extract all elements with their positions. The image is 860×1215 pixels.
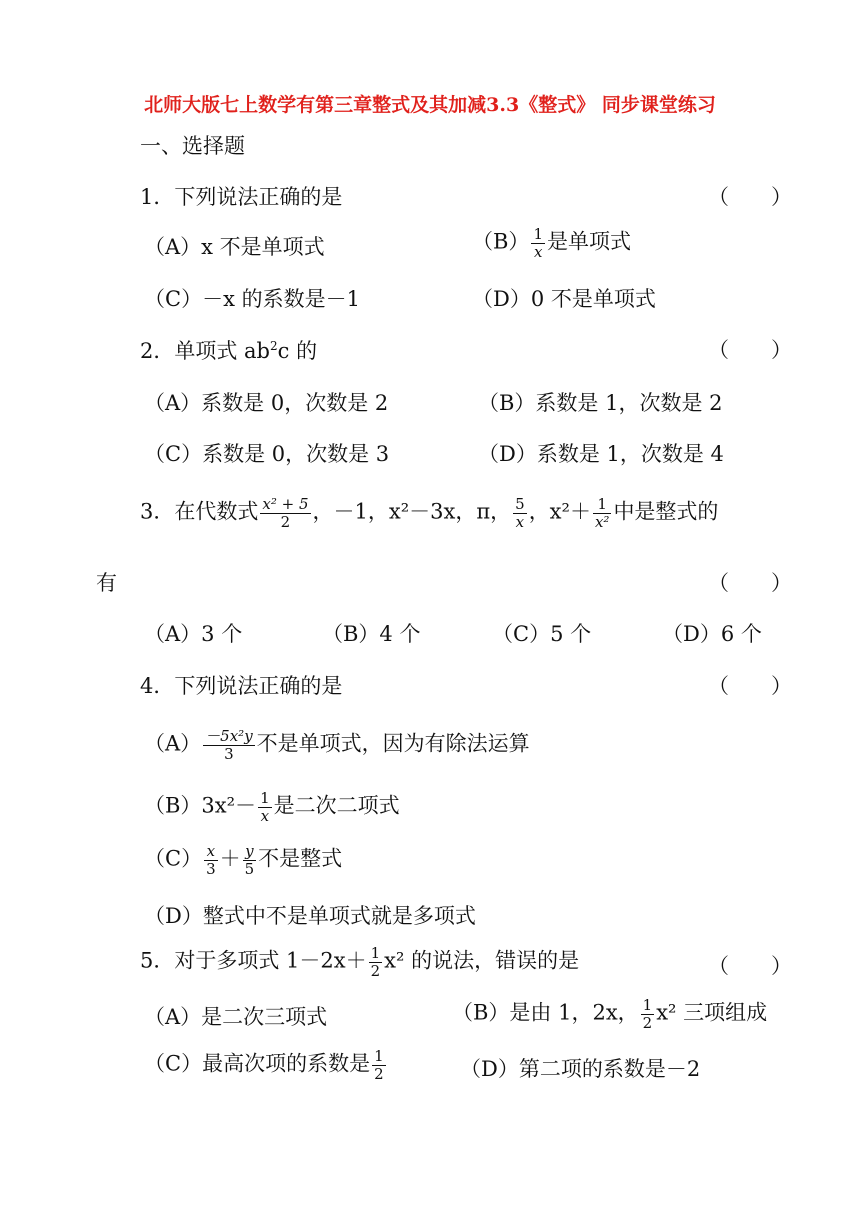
q3-stem: 3．在代数式 $\frac{\text{x² + 5}}{2}$ ，－1，x²－3x，π， $\frac{5}{x}$ ，x²＋ $\frac{1}{\text{x²}}$ 中是整式的 — [140, 495, 719, 531]
q1-stem: 1．下列说法正确的是 — [140, 185, 343, 209]
q3-option-d: （D）6 个 — [662, 622, 762, 646]
q1-option-a: （A）x 不是单项式 — [144, 235, 325, 259]
q5-stem: 5．对于多项式 1－2x＋ $\frac{1}{2}$ x² 的说法，错误的是 — [140, 944, 580, 980]
q3-fraction-1: $\frac{\text{x² + 5}}{2}$ — [262, 495, 309, 531]
q4-option-c-fraction-2: $\frac{y}{5}$ — [244, 842, 255, 878]
q1-option-b — [472, 226, 631, 260]
q1-option-c: （C）－x 的系数是－1 — [144, 287, 360, 311]
document-title: 北师大版七上数学有第三章整式及其加减3.3《整式》 同步课堂练习 — [144, 94, 716, 116]
q4-option-b: （B）3x²－ $\frac{1}{x}$ 是二次二项式 — [144, 789, 400, 825]
q3-answer-paren: （ ） — [708, 571, 792, 595]
q5-stem-fraction: $\frac{1}{2}$ — [370, 944, 381, 980]
q2-answer-paren: （ ） — [708, 338, 792, 362]
q3-option-c: （C）5 个 — [492, 622, 592, 646]
q4-option-c: （C） $\frac{x}{3}$ ＋ $\frac{y}{5}$ 不是整式 — [144, 842, 343, 878]
q3-fraction-3: $\frac{1}{\text{x²}}$ — [594, 495, 610, 531]
section-heading: 一、选择题 — [140, 134, 245, 158]
q2-option-c: （C）系数是 0，次数是 3 — [144, 442, 390, 466]
q2-stem: 2．单项式 $ab^2c$ 的 — [140, 339, 318, 363]
q2-option-b: （B）系数是 1，次数是 2 — [478, 391, 723, 415]
q4-option-c-fraction-1: $\frac{x}{3}$ — [206, 842, 216, 878]
q4-stem: 4．下列说法正确的是 — [140, 674, 343, 698]
q1-option-d: （D）0 不是单项式 — [472, 287, 656, 311]
q2-option-d: （D）系数是 1，次数是 4 — [478, 442, 724, 466]
q4-answer-paren: （ ） — [708, 674, 792, 698]
q5-option-c-fraction: $\frac{1}{2}$ — [374, 1047, 384, 1083]
q4-option-d: （D）整式中不是单项式就是多项式 — [144, 904, 476, 928]
q4-option-a-fraction: $\frac{\text{－5x²y}}{3}$ — [205, 727, 253, 763]
q3-fraction-2: $\frac{5}{x}$ — [515, 495, 525, 531]
q5-option-d: （D）第二项的系数是－2 — [460, 1057, 701, 1081]
q3-stem-continued: 有 — [96, 571, 117, 595]
q5-option-b-fraction: $\frac{1}{2}$ — [642, 996, 653, 1032]
q4-option-a: （A） $\frac{\text{－5x²y}}{3}$ 不是单项式，因为有除法运算 — [144, 727, 530, 763]
q5-option-b: （B）是由 1，2x， $\frac{1}{2}$ x² 三项组成 — [452, 996, 768, 1032]
q5-answer-paren: （ ） — [708, 954, 792, 978]
q5-option-a: （A）是二次三项式 — [144, 1005, 328, 1029]
q4-option-b-fraction: $\frac{1}{x}$ — [260, 789, 270, 825]
q2-option-a: （A）系数是 0，次数是 2 — [144, 391, 389, 415]
q3-option-b: （B）4 个 — [322, 622, 421, 646]
q5-option-c: （C）最高次项的系数是 $\frac{1}{2}$ — [144, 1047, 384, 1083]
q1-answer-paren: （ ） — [708, 185, 792, 209]
q1-option-b-text: 是单项式 — [546, 229, 631, 254]
q3-option-a: （A）3 个 — [144, 622, 243, 646]
q1-option-b-fraction: $\frac{1}{x}$ — [533, 225, 543, 261]
q1-option-b-label: （B） — [472, 229, 530, 254]
